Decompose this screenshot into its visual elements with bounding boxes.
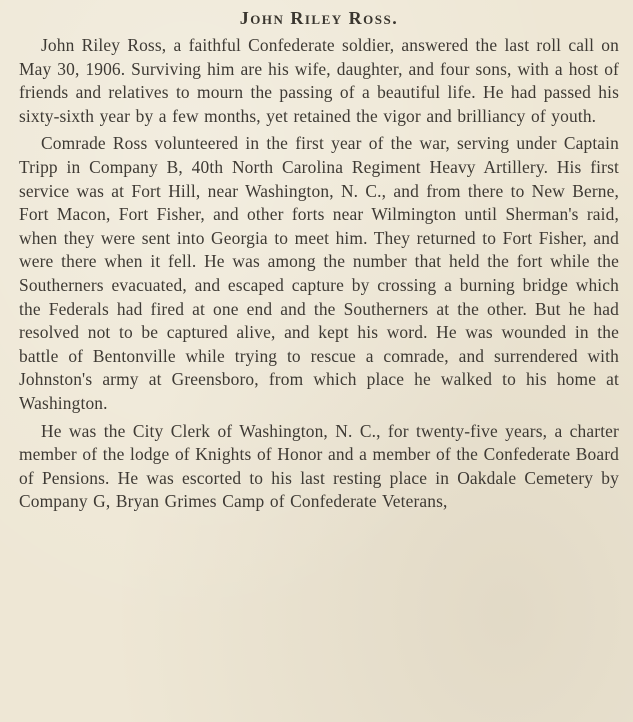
obituary-paragraph-2: Comrade Ross volunteered in the first year of the war, serving under Captain Tripp in Company B, 40th North Carolina Regiment Heavy Artillery. His first service was at Fort Hill, near Washington, N. C., and from there to New Berne, Fort Macon, Fort Fisher, and other forts near Wilmington until Sherman's raid, when they were sent into Georgia to meet him. They returned to Fort Fisher, and were there when it fell. He was among the number that held the fort while the Southerners evacuated, and escaped capture by crossing a burning bridge which the Federals had fired at one end and the Southerners at the other. But he had resolved not to be captured alive, and kept his word. He was wounded in the battle of Bentonville while trying to rescue a comrade, and surrendered with Johnston's army at Greensboro, from which place he walked to his home at Washington.	[19, 133, 619, 413]
obituary-paragraph-3: He was the City Clerk of Washington, N. C., for twenty-five years, a charter member of the lodge of Knights of Honor and a member of the Confederate Board of Pensions. He was escorted to his last resting place in Oakdale Cemetery by Company G, Bryan Grimes Camp of Confederate Veterans,	[19, 420, 619, 512]
obituary-paragraph-1: John Riley Ross, a faithful Confederate soldier, answered the last roll call on May 30, 1906. Surviving him are his wife, daughter, and four sons, with a host of friends and relatives to mourn the passing of a beautiful life. He had passed his sixty-sixth year by a few months, yet retained the vigor and brilliancy of youth.	[19, 35, 619, 126]
article-title: John Riley Ross.	[239, 8, 399, 28]
